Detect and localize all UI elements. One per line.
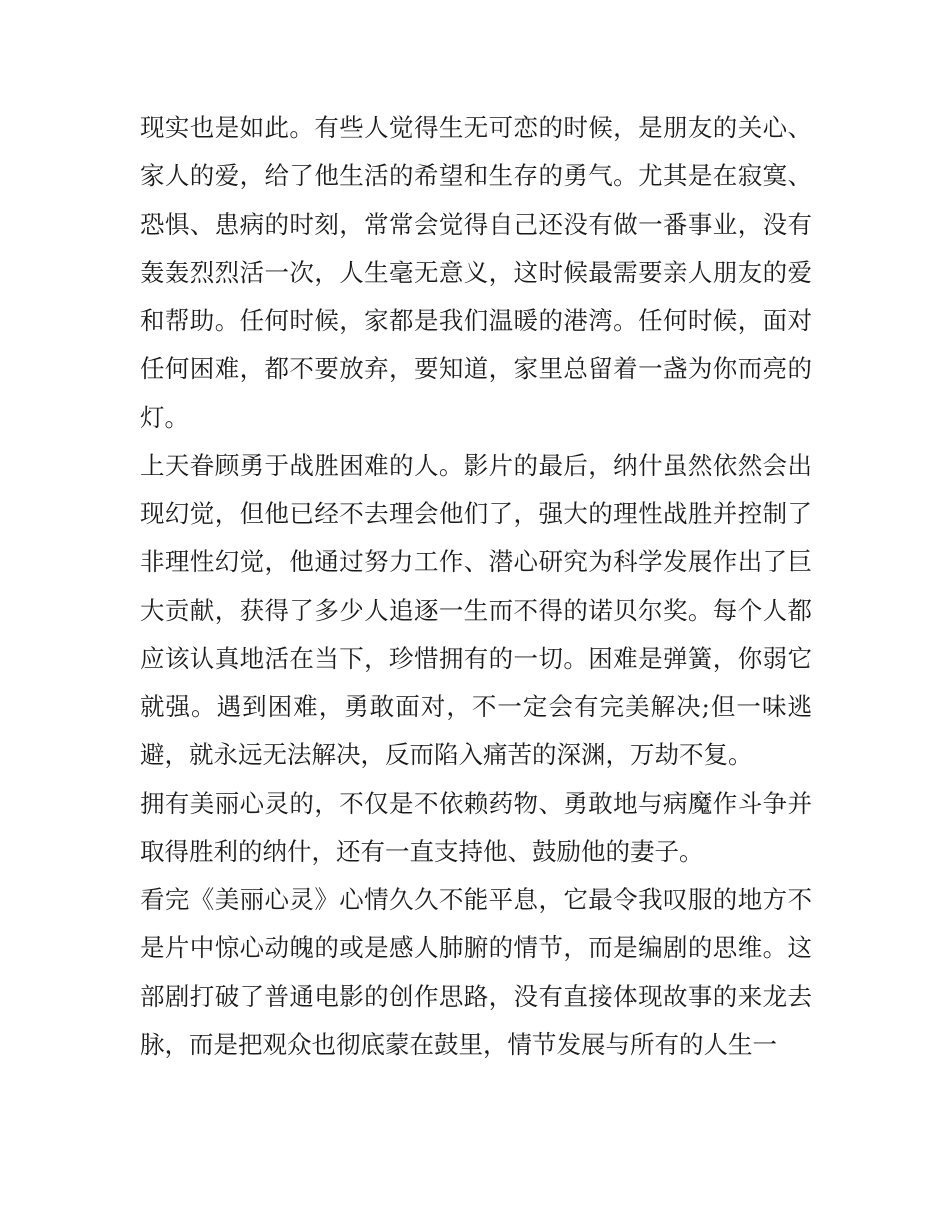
body-text — [140, 104, 812, 1069]
paragraph: 现实也是如此。有些人觉得生无可恋的时候，是朋友的关心、家人的爱，给了他生活的希望和生存的勇气。尤其是在寂寞、恐惧、患病的时刻，常常会觉得自己还没有做一番事业，没有轰轰烈烈活一次，人生毫无意义，这时候最需要亲人朋友的爱和帮助。任何时候，家都是我们温暖的港湾。任何时候，面对任何困难，都不要放弃，要知道，家里总留着一盏为你而亮的灯。 — [140, 113, 812, 432]
paragraph: 看完《美丽心灵》心情久久不能平息，它最令我叹服的地方不是片中惊心动魄的或是感人肺腑的情节，而是编剧的思维。这部剧打破了普通电影的创作思路，没有直接体现故事的来龙去脉，而是把观众也彻底蒙在鼓里，情节发展与所有的人生一 — [140, 885, 812, 1059]
paragraph: 上天眷顾勇于战胜困难的人。影片的最后，纳什虽然依然会出现幻觉，但他已经不去理会他们了，强大的理性战胜并控制了非理性幻觉，他通过努力工作、潜心研究为科学发展作出了巨大贡献，获得了多少人追逐一生而不得的诺贝尔奖。每个人都应该认真地活在当下，珍惜拥有的一切。困难是弹簧，你弱它就强。遇到困难，勇敢面对，不一定会有完美解决;但一味逃避，就永远无法解决，反而陷入痛苦的深渊，万劫不复。 — [140, 450, 812, 770]
paragraph: 拥有美丽心灵的，不仅是不依赖药物、勇敢地与病魔作斗争并取得胜利的纳什，还有一直支持他、鼓励他的妻子。 — [140, 788, 812, 866]
